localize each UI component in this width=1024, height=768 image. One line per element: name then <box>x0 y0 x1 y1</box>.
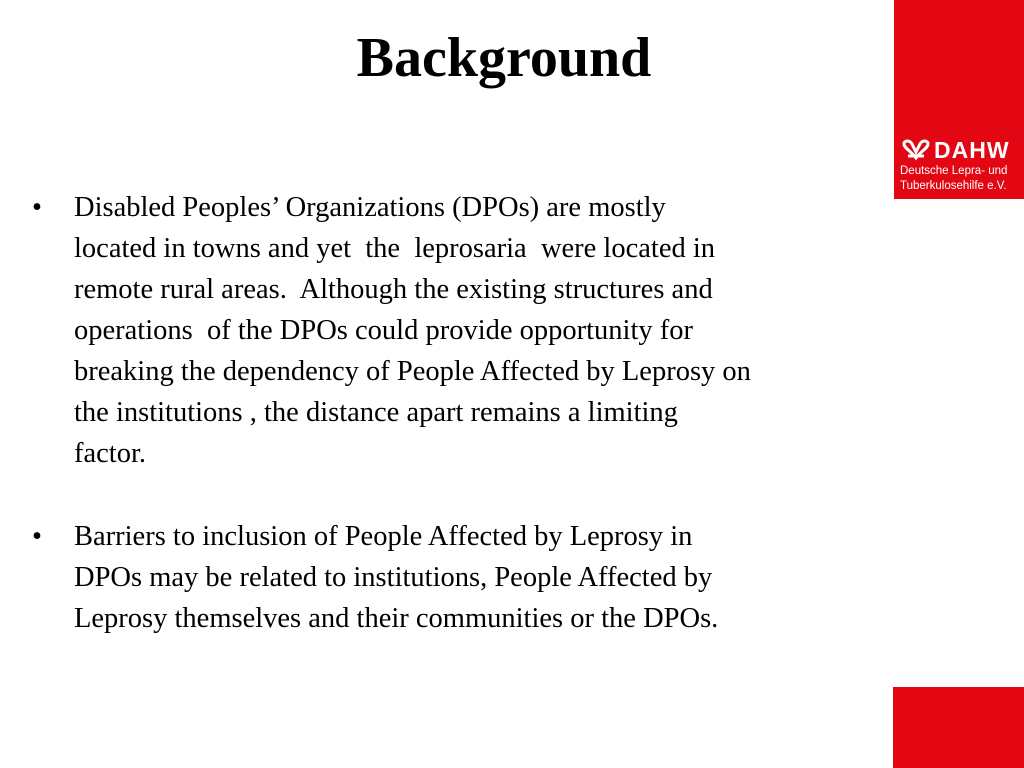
bullet-line: Barriers to inclusion of People Affected by Leprosy in <box>74 521 693 552</box>
bullet-item <box>32 516 892 639</box>
bullet-line: remote rural areas. Although the existing structures and <box>74 274 713 305</box>
logo-subtitle-line1: Deutsche Lepra- und <box>900 165 1008 177</box>
bullet-line: operations of the DPOs could provide opportunity for <box>74 315 693 346</box>
bullet-text <box>74 516 892 639</box>
hands-logo-icon <box>900 138 932 162</box>
logo-subtitle-line2: Tuberkulosehilfe e.V. <box>900 180 1007 192</box>
dahw-logo <box>900 137 1010 193</box>
slide-title: Background <box>356 27 652 89</box>
bullet-list <box>32 187 892 681</box>
logo-panel <box>894 0 1024 199</box>
bullet-line: factor. <box>74 438 147 469</box>
logo-name: DAHW <box>934 137 1010 163</box>
bullet-line: breaking the dependency of People Affected by Leprosy on <box>74 356 751 387</box>
bullet-line: the institutions , the distance apart remains a limiting <box>74 397 678 428</box>
bullet-text <box>74 187 892 474</box>
bullet-line: DPOs may be related to institutions, People Affected by <box>74 562 713 593</box>
bullet-line: located in towns and yet the leprosaria were located in <box>74 233 716 264</box>
footer-accent-block <box>893 687 1024 768</box>
bullet-item <box>32 187 892 474</box>
bullet-line: Disabled Peoples’ Organizations (DPOs) are mostly <box>74 192 666 223</box>
bullet-icon: • <box>32 521 42 552</box>
bullet-icon: • <box>32 192 42 223</box>
bullet-line: Leprosy themselves and their communities or the DPOs. <box>74 603 719 634</box>
